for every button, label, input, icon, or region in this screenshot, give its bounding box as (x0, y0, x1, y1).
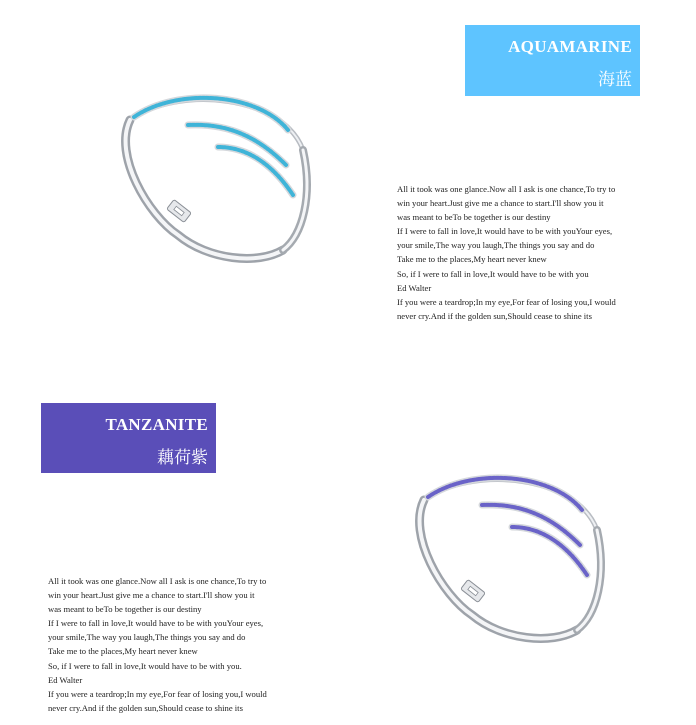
tanzanite-name-en: TANZANITE (105, 415, 208, 434)
description-line: Ed Walter (48, 674, 83, 685)
description-line: So, if I were to fall in love,It would have to be with you (397, 268, 589, 279)
description-line: your smile,The way you laugh,The things you say and do (48, 632, 246, 643)
description-line: If you were a teardrop;In my eye,For fear of losing you,I would (397, 296, 616, 307)
description-line: If I were to fall in love,It would have to be with youYour eyes, (48, 618, 264, 629)
description-line: If I were to fall in love,It would have to be with youYour eyes, (397, 226, 613, 237)
description-line: was meant to beTo be together is our destiny (48, 604, 202, 615)
description-line: never cry.And if the golden sun,Should cease to shine its (397, 310, 592, 321)
description-line: never cry.And if the golden sun,Should cease to shine its (48, 702, 243, 713)
description-line: Take me to the places,My heart never knew (48, 646, 198, 657)
tanzanite-bracelet-image (402, 465, 612, 650)
bracelet-drawing (420, 478, 601, 639)
tanzanite-label-box (41, 403, 216, 473)
aquamarine-name-en: AQUAMARINE (508, 37, 632, 56)
description-line: was meant to beTo be together is our destiny (397, 212, 551, 223)
description-line: All it took was one glance.Now all I ask is one chance,To try to (397, 184, 616, 194)
description-line: Take me to the places,My heart never knew (397, 254, 547, 265)
description-line: win your heart.Just give me a chance to start.I'll show you it (48, 590, 255, 601)
description-line: your smile,The way you laugh,The things you say and do (397, 240, 595, 251)
description-line: win your heart.Just give me a chance to start.I'll show you it (397, 198, 604, 209)
aquamarine-label-box (465, 25, 640, 96)
description-line: If you were a teardrop;In my eye,For fear of losing you,I would (48, 688, 267, 699)
description-line: Ed Walter (397, 282, 432, 293)
aquamarine-name-zh: 海蓝 (598, 70, 632, 90)
bracelet-drawing (126, 98, 307, 259)
description-line: So, if I were to fall in love,It would have to be with you. (48, 660, 242, 671)
aquamarine-bracelet-image (108, 85, 318, 270)
description-line: All it took was one glance.Now all I ask is one chance,To try to (48, 576, 267, 586)
tanzanite-description (48, 574, 288, 715)
aquamarine-description (397, 182, 637, 323)
tanzanite-name-zh: 藕荷紫 (157, 448, 208, 468)
